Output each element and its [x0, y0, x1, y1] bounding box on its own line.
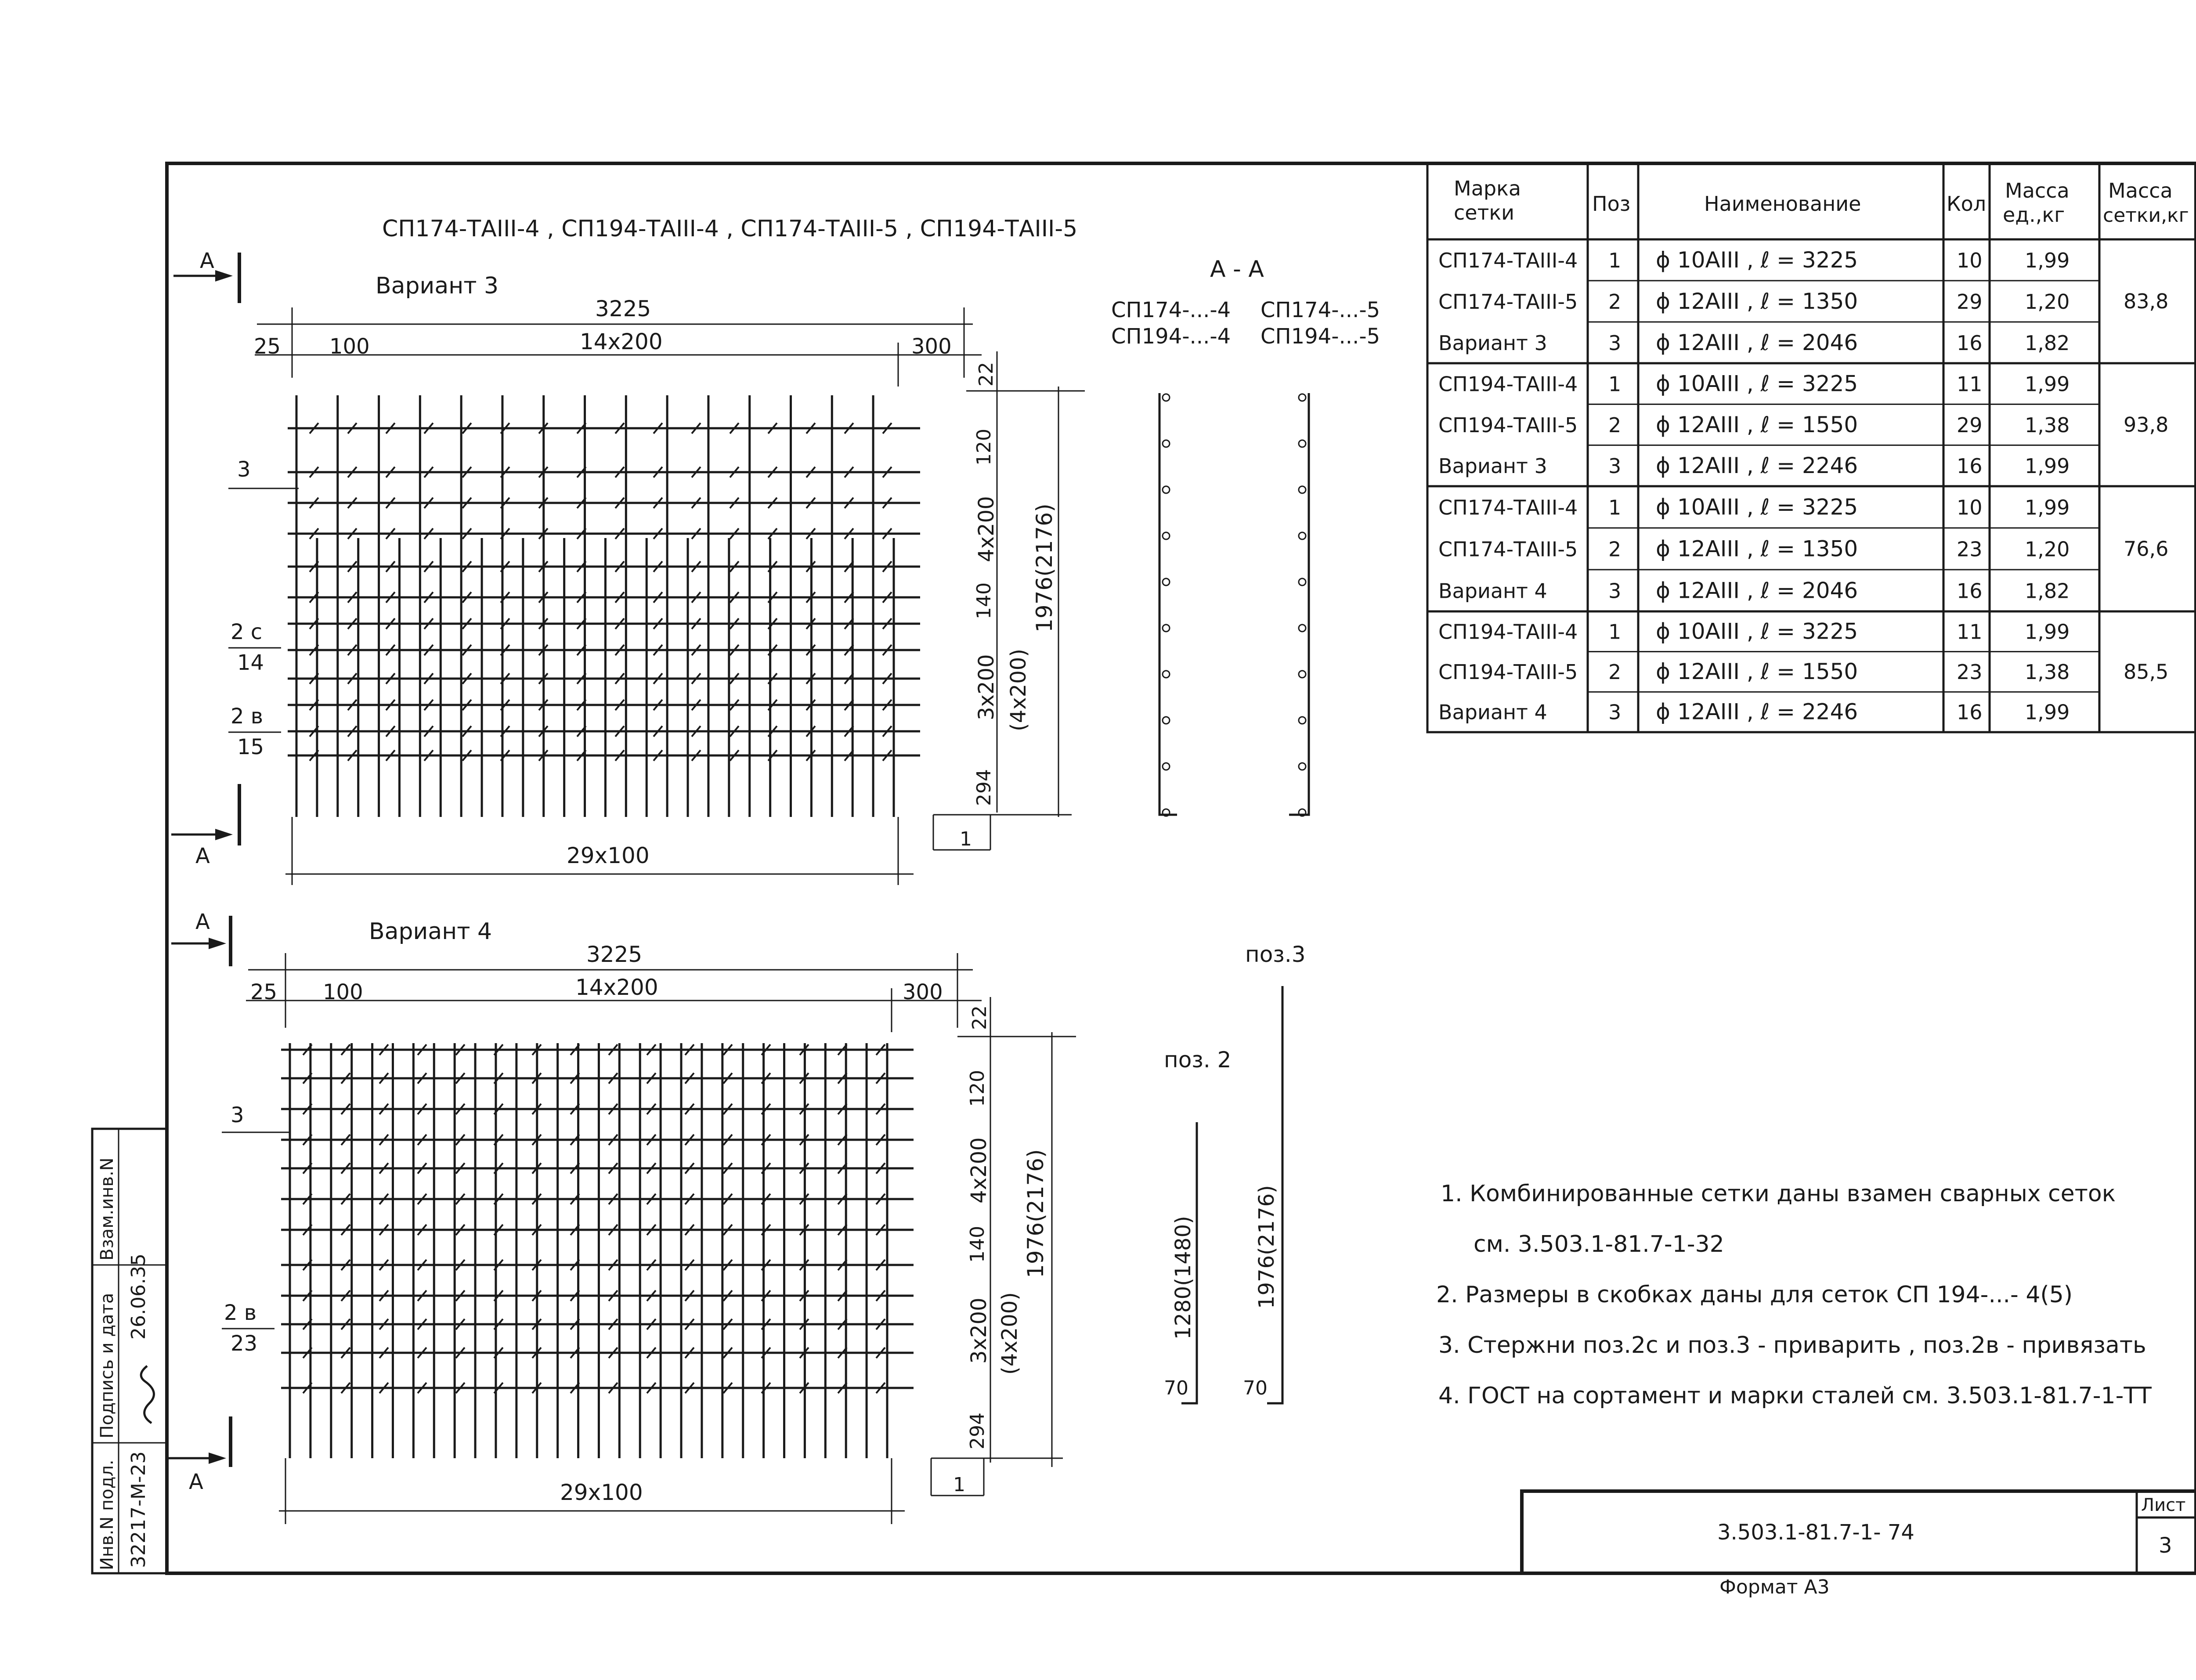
position-details: [1164, 942, 1306, 1403]
table-pos: 2: [1608, 413, 1622, 437]
dim-v-3x200-v4: 3x200: [967, 1297, 991, 1364]
marks-header: СП174-ТАIII-4 , СП194-ТАIII-4 , СП174-ТАIII-5 , СП194-ТАIII-5: [382, 216, 1078, 242]
section-marks-right-1: СП174-...-5: [1261, 298, 1380, 322]
note-1: 1. Комбинированные сетки даны взамен сварных сеток: [1441, 1181, 2116, 1207]
th-pos: Поз: [1592, 192, 1631, 216]
dim-left2-v4: 100: [323, 980, 363, 1004]
dim-bottom-v4: 29x100: [560, 1480, 643, 1505]
bar-section-dot: [1163, 717, 1170, 724]
table-mark: СП174-ТАIII-4: [1438, 495, 1578, 520]
bar-section-dot: [1299, 486, 1306, 493]
dim-v-3x200: 3x200: [974, 654, 999, 720]
bar-section-dot: [1163, 532, 1170, 539]
bar-section-dot: [1163, 578, 1170, 585]
table-pos: 1: [1608, 248, 1622, 272]
table-mass: 1,82: [2025, 331, 2070, 355]
label-pos-3-v4: 3: [231, 1103, 244, 1127]
bar-section-dot: [1163, 394, 1170, 401]
bar-section-dot: [1299, 763, 1306, 770]
paper-format: Формат А3: [1719, 1576, 1830, 1598]
side-stamp: [92, 1129, 167, 1573]
label-qty-14: 14: [237, 650, 264, 675]
table-name: ϕ 12АIII , ℓ = 1350: [1656, 536, 1858, 562]
th-mass-1: Масса: [2005, 179, 2070, 202]
table-pos: 1: [1608, 372, 1622, 396]
table-name: ϕ 10АIII , ℓ = 3225: [1656, 618, 1858, 644]
dim-left2: 100: [329, 334, 370, 359]
table-qty: 11: [1957, 372, 1983, 396]
table-qty: 10: [1957, 248, 1983, 272]
section-mark-bottom-v4: А: [189, 1470, 203, 1494]
bar-section-dot: [1163, 440, 1170, 447]
mesh-variant-4: [281, 1043, 914, 1458]
table-qty: 16: [1957, 700, 1983, 724]
table-mark: СП174-ТАIII-4: [1438, 248, 1578, 272]
dim-v-4x200-v4: 4x200: [967, 1137, 991, 1203]
table-qty: 10: [1957, 495, 1983, 520]
table-name: ϕ 12АIII , ℓ = 1550: [1656, 412, 1858, 437]
note-4: 4. ГОСТ на сортамент и марки сталей см. 3.503.1-81.7-1-ТТ: [1438, 1383, 2152, 1409]
table-qty: 16: [1957, 331, 1983, 355]
table-mass: 1,99: [2025, 372, 2070, 396]
dim-one-v4: 1: [953, 1474, 965, 1496]
bar-section-dot: [1299, 625, 1306, 632]
note-1-ref: см. 3.503.1-81.7-1-32: [1474, 1231, 1724, 1257]
dim-total-v4: 3225: [586, 942, 643, 967]
table-mass: 1,38: [2025, 660, 2070, 684]
dim-v-4x200b: (4x200): [1006, 648, 1031, 731]
th-mark-1: Марка: [1454, 177, 1521, 200]
table-qty: 29: [1957, 289, 1983, 314]
table-name: ϕ 10АIII , ℓ = 3225: [1656, 494, 1858, 520]
dim-v-140-v4: 140: [966, 1226, 989, 1263]
signature-icon: [141, 1366, 154, 1423]
sheet-label: Лист: [2141, 1495, 2186, 1515]
bar-section-dot: [1163, 763, 1170, 770]
bar-section-dot: [1299, 671, 1306, 678]
dim-v-294-v4: 294: [966, 1413, 989, 1449]
table-mark: Вариант 3: [1438, 331, 1547, 355]
notes: [1436, 1181, 2152, 1409]
table-name: ϕ 12АIII , ℓ = 2046: [1656, 578, 1858, 603]
section-mark-bottom: А: [195, 844, 210, 868]
dim-right-v4: 300: [903, 980, 943, 1004]
bar-section-dot: [1163, 486, 1170, 493]
dim-one: 1: [960, 828, 972, 850]
dim-v-total: 1976(2176): [1032, 503, 1057, 632]
sheet-number: 3: [2159, 1533, 2172, 1558]
note-2: 2. Размеры в скобках даны для сеток СП 194-...- 4(5): [1436, 1282, 2073, 1308]
bar-section-dot: [1299, 578, 1306, 585]
mesh-variant-3: [288, 395, 920, 817]
dim-right: 300: [911, 334, 952, 359]
poz2-length: 1280(1480): [1171, 1216, 1196, 1340]
dim-v-total-v4: 1976(2176): [1023, 1149, 1048, 1278]
dim-v-140: 140: [973, 582, 995, 619]
table-mass: 1,82: [2025, 579, 2070, 603]
table-mass-total: 85,5: [2124, 660, 2169, 684]
stamp-inv: Инв.N подл.: [97, 1460, 117, 1570]
label-pos-2v: 2 в: [231, 704, 264, 729]
stamp-vzam: Взам.инв.N: [97, 1157, 117, 1261]
dim-v-120: 120: [973, 429, 995, 466]
table-pos: 2: [1608, 660, 1622, 684]
table-pos: 3: [1608, 331, 1622, 355]
table-mark: СП194-ТАIII-5: [1438, 413, 1578, 437]
poz3-hook: 70: [1243, 1377, 1268, 1399]
table-pos: 2: [1608, 537, 1622, 561]
bar-section-dot: [1299, 532, 1306, 539]
th-name: Наименование: [1704, 192, 1861, 216]
table-pos: 1: [1608, 620, 1622, 644]
table-qty: 29: [1957, 413, 1983, 437]
dim-left: 25: [254, 334, 281, 359]
doc-code: 3.503.1-81.7-1- 74: [1717, 1520, 1914, 1545]
title-block: [1522, 1491, 2196, 1598]
table-mark: Вариант 4: [1438, 700, 1547, 724]
table-qty: 23: [1957, 537, 1983, 561]
poz3-label: поз.3: [1245, 942, 1306, 967]
stamp-sign: Подпись и дата: [97, 1293, 117, 1438]
table-name: ϕ 12АIII , ℓ = 2046: [1656, 329, 1858, 355]
variant-3-drawing: [171, 249, 1085, 885]
dim-bottom: 29x100: [567, 843, 650, 868]
th-mass-2: ед.,кг: [2003, 203, 2065, 227]
bar-section-dot: [1299, 440, 1306, 447]
dim-v-294: 294: [973, 769, 995, 806]
spec-table: [1427, 163, 2196, 732]
table-pos: 3: [1608, 454, 1622, 478]
table-mark: Вариант 3: [1438, 454, 1547, 478]
label-pos-3: 3: [237, 457, 251, 482]
label-qty-15: 15: [237, 735, 264, 759]
variant-4-drawing: [167, 910, 1076, 1524]
variant-3-title: Вариант 3: [376, 273, 499, 299]
dim-v-120-v4: 120: [966, 1070, 989, 1107]
poz3-length: 1976(2176): [1254, 1185, 1279, 1309]
table-name: ϕ 10АIII , ℓ = 3225: [1656, 371, 1858, 397]
dim-total: 3225: [595, 296, 651, 322]
table-mass: 1,38: [2025, 413, 2070, 437]
table-mass: 1,99: [2025, 495, 2070, 520]
table-mass: 1,99: [2025, 454, 2070, 478]
table-mark: СП174-ТАIII-5: [1438, 537, 1578, 561]
table-mark: СП194-ТАIII-5: [1438, 660, 1578, 684]
poz2-hook: 70: [1164, 1377, 1188, 1399]
note-3: 3. Стержни поз.2с и поз.3 - приварить , поз.2в - привязать: [1438, 1332, 2146, 1358]
table-mass: 1,99: [2025, 248, 2070, 272]
table-mass: 1,20: [2025, 289, 2070, 314]
section-a-a: [1111, 256, 1380, 816]
table-name: ϕ 12АIII , ℓ = 2246: [1656, 453, 1858, 479]
table-pos: 2: [1608, 289, 1622, 314]
variant-4-title: Вариант 4: [369, 918, 492, 945]
table-qty: 16: [1957, 454, 1983, 478]
bar-section-dot: [1163, 625, 1170, 632]
table-qty: 23: [1957, 660, 1983, 684]
table-mass: 1,99: [2025, 700, 2070, 724]
bar-section-dot: [1163, 671, 1170, 678]
table-pos: 1: [1608, 495, 1622, 520]
table-mass-total: 83,8: [2124, 289, 2169, 313]
bar-section-dot: [1299, 717, 1306, 724]
dim-left-v4: 25: [250, 980, 278, 1004]
table-name: ϕ 10АIII , ℓ = 3225: [1656, 247, 1858, 273]
bar-section-dot: [1299, 394, 1306, 401]
table-mass-total: 93,8: [2124, 413, 2169, 437]
label-pos-2v-v4: 2 в: [224, 1301, 257, 1325]
table-name: ϕ 12АIII , ℓ = 1350: [1656, 288, 1858, 314]
dim-mid-v4: 14x200: [575, 975, 658, 1000]
section-marks-right-2: СП194-...-5: [1261, 324, 1380, 349]
table-mass: 1,20: [2025, 537, 2070, 561]
dim-v-4x200b-v4: (4x200): [997, 1292, 1022, 1375]
section-title: А - А: [1210, 256, 1264, 282]
stamp-date: 26.06.35: [127, 1254, 150, 1340]
th-mass-net-2: сетки,кг: [2103, 204, 2189, 227]
table-pos: 3: [1608, 579, 1622, 603]
sheet-frame: [167, 163, 2196, 1573]
th-qty: Кол: [1947, 192, 1987, 216]
section-marks-left-1: СП174-...-4: [1111, 298, 1231, 322]
stamp-inv-number: 32217-М-23: [127, 1451, 150, 1568]
th-mass-net-1: Масса: [2108, 179, 2173, 202]
dim-v-top: 22: [975, 362, 997, 387]
table-qty: 16: [1957, 579, 1983, 603]
th-mark-2: сетки: [1454, 201, 1515, 224]
dim-v-top-v4: 22: [968, 1005, 991, 1030]
label-qty-23: 23: [231, 1331, 258, 1356]
table-name: ϕ 12АIII , ℓ = 1550: [1656, 659, 1858, 684]
table-mark: Вариант 4: [1438, 579, 1547, 603]
dim-mid: 14x200: [580, 329, 663, 354]
section-marks-left-2: СП194-...-4: [1111, 324, 1231, 349]
table-pos: 3: [1608, 700, 1622, 724]
table-mark: СП174-ТАIII-5: [1438, 289, 1578, 314]
table-qty: 11: [1957, 620, 1983, 644]
poz2-label: поз. 2: [1164, 1047, 1232, 1073]
table-mass-total: 76,6: [2124, 537, 2169, 561]
label-pos-2c: 2 с: [231, 620, 263, 644]
table-name: ϕ 12АIII , ℓ = 2246: [1656, 699, 1858, 725]
table-mass: 1,99: [2025, 620, 2070, 644]
table-mark: СП194-ТАIII-4: [1438, 620, 1578, 644]
table-mark: СП194-ТАIII-4: [1438, 372, 1578, 396]
section-bar-dots: [1163, 394, 1306, 816]
section-mark-top-v4: А: [195, 910, 210, 934]
section-mark-top: А: [200, 249, 214, 273]
dim-v-4x200: 4x200: [974, 496, 999, 562]
